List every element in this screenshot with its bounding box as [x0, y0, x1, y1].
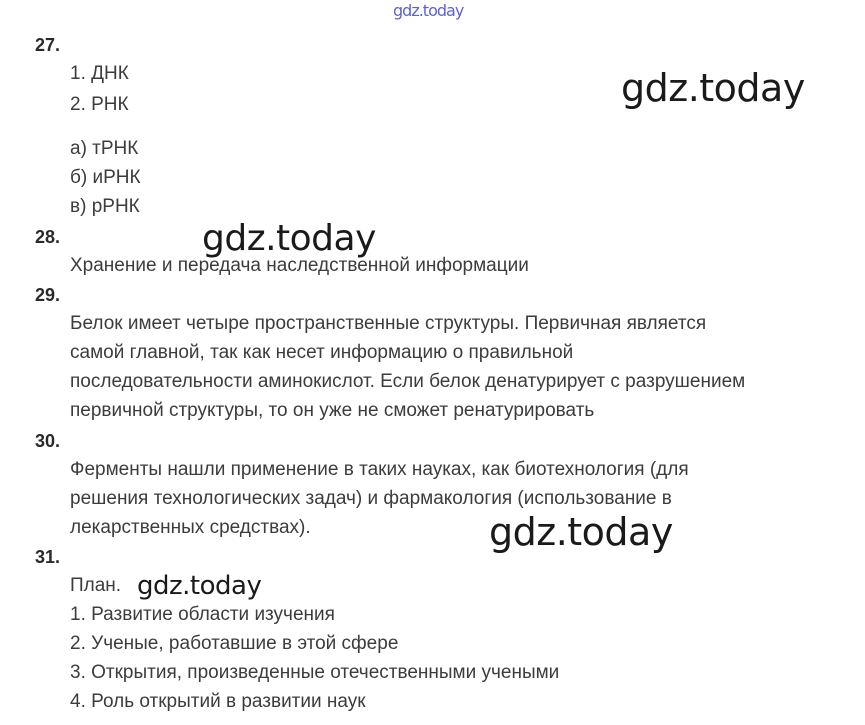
- section-number-29: 29.: [35, 285, 61, 305]
- paragraph-line: последовательности аминокислот. Если белок денатурирует с разрушением: [70, 371, 746, 392]
- watermark: gdz.today: [489, 510, 673, 554]
- section-number-31: 31.: [35, 547, 61, 567]
- paragraph-line: первичной структуры, то он уже не сможет ренатурировать: [70, 400, 595, 421]
- watermark: gdz.today: [137, 571, 262, 601]
- paragraph-line: решения технологических задач) и фармакология (использование в: [70, 488, 672, 509]
- plan-label: План.: [70, 575, 122, 596]
- watermark: gdz.today: [202, 218, 376, 259]
- list-item: в) рРНК: [70, 196, 140, 217]
- list-item: 1. Развитие области изучения: [70, 604, 335, 625]
- watermark: gdz.today: [621, 66, 805, 110]
- section-number-28: 28.: [35, 227, 61, 247]
- list-item: 4. Роль открытий в развитии наук: [70, 691, 366, 712]
- paragraph-line: Ферменты нашли применение в таких науках, как биотехнология (для: [70, 459, 689, 480]
- paragraph-line: Хранение и передача наследственной информации: [70, 255, 529, 276]
- list-item: 1. ДНК: [70, 63, 129, 84]
- paragraph-line: Белок имеет четыре пространственные структуры. Первичная является: [70, 313, 707, 334]
- list-item: 2. Ученые, работавшие в этой сфере: [70, 633, 399, 654]
- paragraph-line: самой главной, так как несет информацию о правильной: [70, 342, 574, 363]
- list-item: а) тРНК: [70, 138, 139, 159]
- section-number-30: 30.: [35, 431, 61, 451]
- list-item: 2. РНК: [70, 94, 129, 115]
- list-item: б) иРНК: [70, 167, 141, 188]
- section-number-27: 27.: [35, 35, 61, 55]
- paragraph-line: лекарственных средствах).: [70, 517, 311, 538]
- watermark-top: gdz.today: [393, 1, 464, 20]
- list-item: 3. Открытия, произведенные отечественными учеными: [70, 662, 560, 683]
